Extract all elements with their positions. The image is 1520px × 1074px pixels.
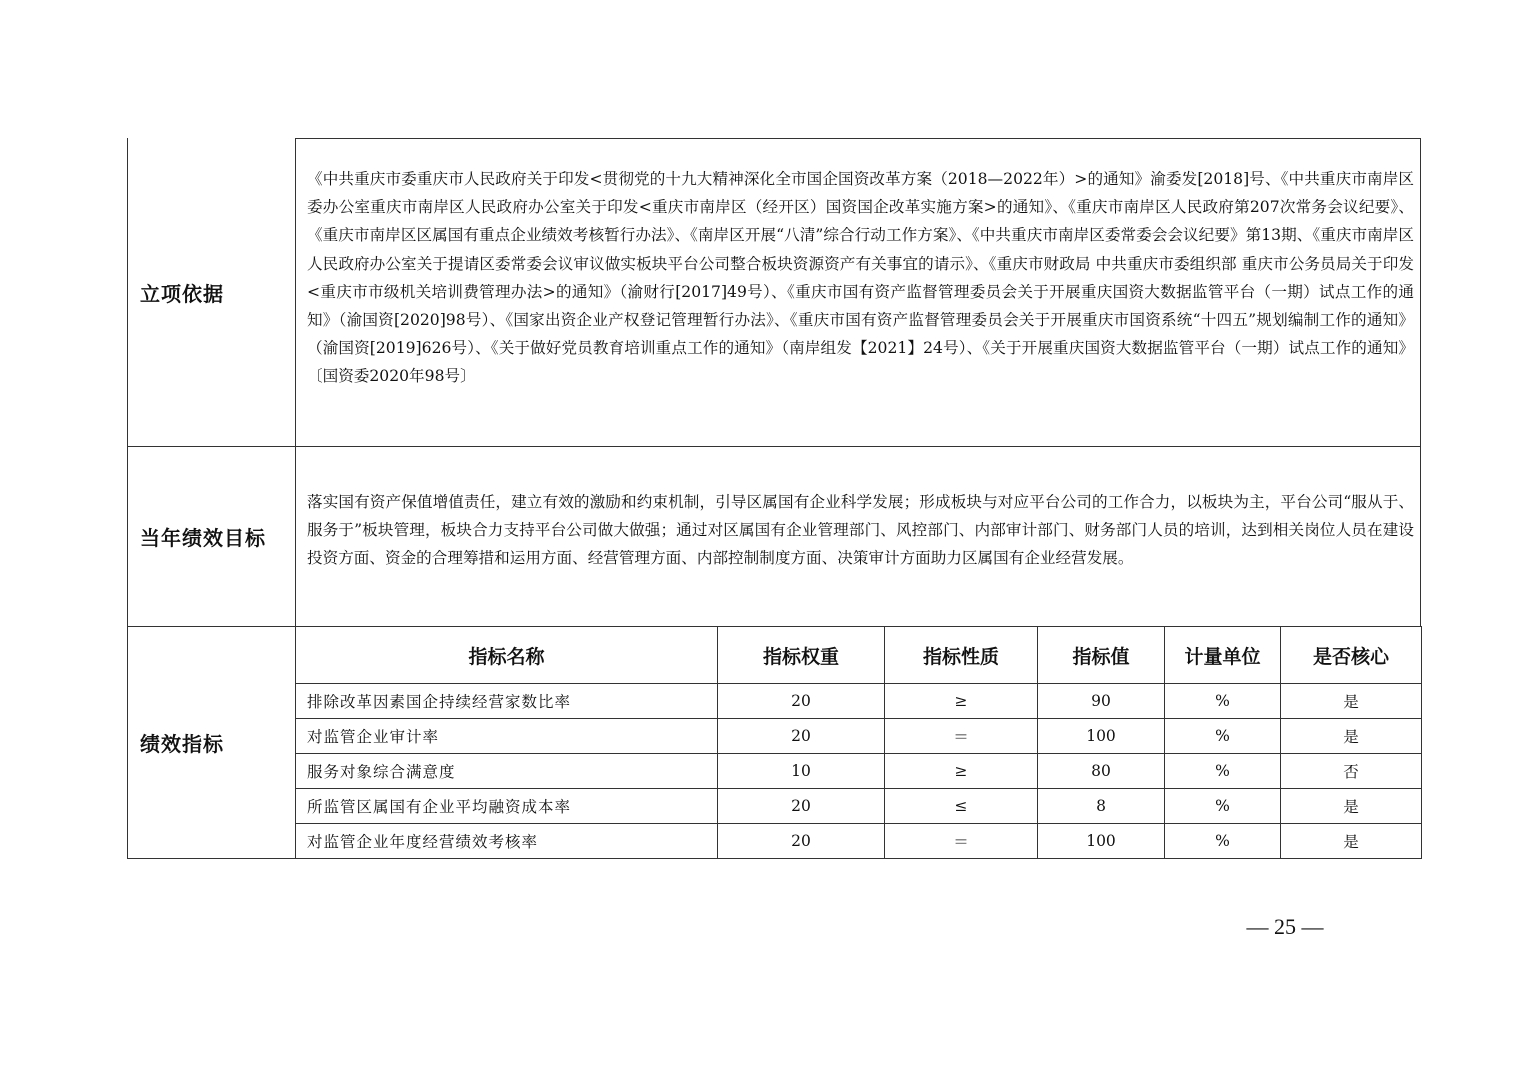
indicator-weight: 20 [718,684,885,719]
header-indicator-value: 指标值 [1038,627,1165,684]
header-unit: 计量单位 [1165,627,1281,684]
goal-label: 当年绩效目标 [140,525,266,550]
indicator-table [295,626,1422,859]
goal-row [128,446,1421,626]
indicator-value: 100 [1038,824,1165,859]
indicator-core: 否 [1281,754,1422,789]
indicator-core: 是 [1281,824,1422,859]
header-core: 是否核心 [1281,627,1422,684]
basis-label: 立项依据 [140,281,224,306]
goal-text: 落实国有资产保值增值责任，建立有效的激励和约束机制，引导区属国有企业科学发展；形成板块与对应平台公司的工作合力，以板块为主，平台公司“服从于、服务于”板块管理，板块合力支持平台公司做大做强；通过对区属国有企业管理部门、风控部门、内部审计部门、财务部门人员的培训，达到相关岗位人员在建设投资方面、资金的合理筹措和运用方面、经营管理方面、内部控制制度方面、决策审计方面助力区属国有企业经营发展。 [295,446,1421,626]
indicator-unit: % [1165,789,1281,824]
indicator-name: 排除改革因素国企持续经营家数比率 [296,684,718,719]
table-row [296,719,1422,754]
indicator-weight: 20 [718,789,885,824]
indicator-name: 服务对象综合满意度 [296,754,718,789]
indicator-weight: 10 [718,754,885,789]
basis-text: 《中共重庆市委重庆市人民政府关于印发<贯彻党的十九大精神深化全市国企国资改革方案（2018—2022年）>的通知》渝委发[2018]号、《中共重庆市南岸区委办公室重庆市南岸区人民政府办公室关于印发<重庆市南岸区（经开区）国资国企改革实施方案>的通知》、《重庆市南岸区人民政府第207次常务会议纪要》、《重庆市南岸区区属国有重点企业绩效考核暂行办法》、《南岸区开展“八清”综合行动工作方案》、《中共重庆市南岸区委常委会会议纪要》第13期、《重庆市南岸区人民政府办公室关于提请区委常委会议审议做实板块平台公司整合板块资源资产有关事宜的请示》、《重庆市财政局 中共重庆市委组织部 重庆市公务员局关于印发<重庆市市级机关培训费管理办法>的通知》（渝财行[2017]49号）、《重庆市国有资产监督管理委员会关于开展重庆国资大数据监管平台（一期）试点工作的通知》（渝国资[2020]98号）、《国家出资企业产权登记管理暂行办法》、《重庆市国有资产监督管理委员会关于开展重庆市国资系统“十四五”规划编制工作的通知》（渝国资[2019]626号）、《关于做好党员教育培训重点工作的通知》（南岸组发【2021】24号）、《关于开展重庆国资大数据监管平台（一期）试点工作的通知》〔国资委2020年98号〕 [295,138,1421,446]
indicator-nature: ＝ [885,719,1038,754]
indicators-row [128,626,1421,858]
indicator-core: 是 [1281,719,1422,754]
indicator-unit: % [1165,824,1281,859]
indicator-unit: % [1165,684,1281,719]
indicators-label: 绩效指标 [140,731,224,756]
indicator-unit: % [1165,719,1281,754]
table-row [296,684,1422,719]
indicator-value: 100 [1038,719,1165,754]
indicator-value: 90 [1038,684,1165,719]
indicator-name: 对监管企业审计率 [296,719,718,754]
header-indicator-weight: 指标权重 [718,627,885,684]
page-number: — 25 — [1246,914,1324,939]
indicator-unit: % [1165,754,1281,789]
performance-table [127,138,1421,859]
indicator-name: 对监管企业年度经营绩效考核率 [296,824,718,859]
indicator-nature: ＝ [885,824,1038,859]
indicator-weight: 20 [718,719,885,754]
header-indicator-name: 指标名称 [296,627,718,684]
indicator-nature: ≤ [885,789,1038,824]
indicator-core: 是 [1281,684,1422,719]
basis-row [128,138,1421,446]
table-row [296,754,1422,789]
indicator-nature: ≥ [885,754,1038,789]
indicator-core: 是 [1281,789,1422,824]
table-row [296,789,1422,824]
indicator-nature: ≥ [885,684,1038,719]
indicator-value: 8 [1038,789,1165,824]
table-row [296,824,1422,859]
indicator-weight: 20 [718,824,885,859]
header-indicator-nature: 指标性质 [885,627,1038,684]
indicator-header-row [296,627,1422,684]
indicator-name: 所监管区属国有企业平均融资成本率 [296,789,718,824]
indicator-value: 80 [1038,754,1165,789]
